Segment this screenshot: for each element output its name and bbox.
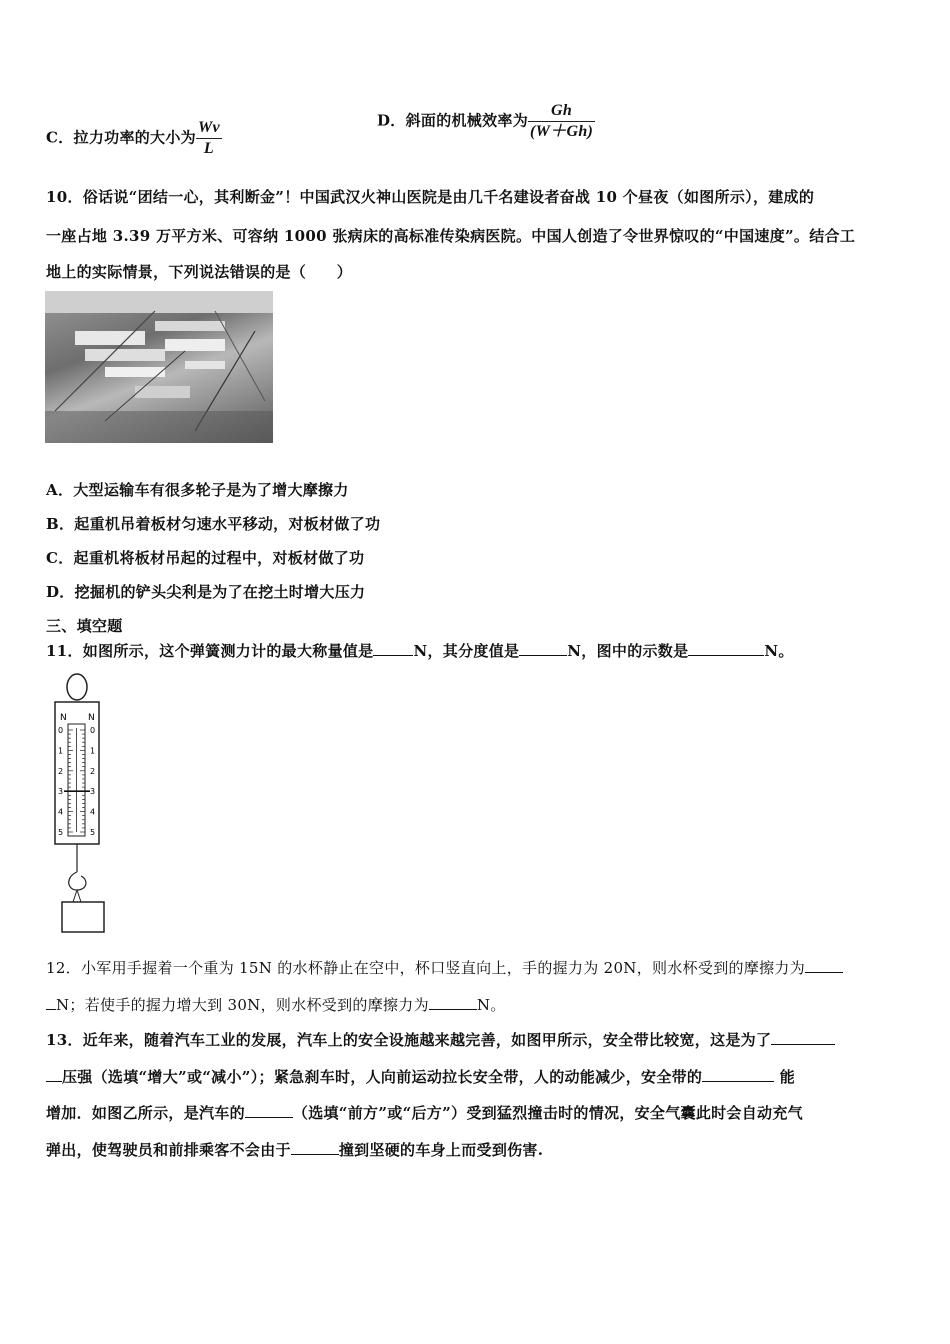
q12-part-1: 12．小军用手握着一个重为 15N 的水杯静止在空中，杯口竖直向上，手的握力为 20N，则水杯受到的摩擦力为 — [46, 959, 806, 977]
spring-scale-diagram — [45, 672, 115, 937]
q11-blank-division[interactable] — [519, 641, 567, 656]
q12-line-2 — [46, 994, 506, 1015]
q9-option-d-label: D．斜面的机械效率为 — [377, 111, 529, 130]
q11-part-2: N，其分度值是 — [413, 642, 520, 660]
scale-number-left-1: 1 — [58, 746, 64, 756]
construction-site-photo — [45, 291, 273, 443]
q10-text-line-2: 一座占地 3.39 万平方米、可容纳 1000 张病床的高标准传染病医院。中国人创造了令世界惊叹的“中国速度”。结合工 — [46, 227, 856, 245]
q13-line-2 — [46, 1066, 795, 1087]
q13-part-3: 能 — [779, 1068, 796, 1086]
q9-option-d-denominator: (W＋Gh) — [530, 123, 594, 140]
q13-blank-2[interactable] — [702, 1067, 774, 1082]
q13-part-2: 压强（选填“增大”或“减小”）；紧急刹车时，人向前运动拉长安全带，人的动能减少，安全带的 — [62, 1068, 703, 1086]
q9-option-d-fraction — [528, 101, 595, 142]
q11-part-1: 11．如图所示，这个弹簧测力计的最大称量值是 — [46, 642, 374, 660]
q10-text-line-3: 地上的实际情景，下列说法错误的是（ ） — [46, 263, 353, 281]
q13-blank-1b[interactable] — [46, 1067, 62, 1082]
q10-option-a: A．大型运输车有很多轮子是为了增大摩擦力 — [46, 481, 349, 499]
q9-option-c — [46, 118, 222, 159]
q10-option-b: B．起重机吊着板材匀速水平移动，对板材做了功 — [46, 515, 381, 533]
q10-option-d: D．挖掘机的铲头尖利是为了在挖土时增大压力 — [46, 583, 366, 601]
scale-number-right-2: 2 — [90, 766, 96, 776]
q13-line-4 — [46, 1139, 543, 1160]
q13-line-1 — [46, 1029, 835, 1050]
hanging-weight — [62, 902, 104, 932]
q13-part-7: 撞到坚硬的车身上而受到伤害. — [338, 1141, 544, 1159]
q11-text — [46, 640, 794, 661]
q11-blank-reading[interactable] — [688, 641, 764, 656]
q13-line-3 — [46, 1102, 803, 1123]
scale-number-left-0: 0 — [58, 726, 64, 735]
q12-part-3: N。 — [476, 996, 506, 1014]
scale-number-right-3: 3 — [90, 787, 96, 797]
q13-part-1: 13．近年来，随着汽车工业的发展，汽车上的安全设施越来越完善，如图甲所示，安全带比较宽，这是为了 — [46, 1031, 772, 1049]
scale-number-right-1: 1 — [90, 746, 96, 756]
q11-blank-max[interactable] — [373, 641, 413, 656]
q13-part-6: 弹出，使驾驶员和前排乘客不会由于 — [46, 1141, 291, 1159]
q12-blank-1a[interactable] — [805, 958, 843, 973]
q10-text-line-1: 10．俗话说“团结一心，其利断金”！中国武汉火神山医院是由几千名建设者奋战 10 个昼夜（如图所示），建成的 — [46, 188, 815, 206]
q13-blank-1a[interactable] — [771, 1030, 835, 1045]
q12-blank-1b[interactable] — [46, 995, 56, 1010]
scale-ring — [67, 674, 87, 700]
scale-number-left-3: 3 — [58, 787, 64, 797]
scale-hook — [69, 872, 86, 890]
q11-part-3: N，图中的示数是 — [567, 642, 689, 660]
q12-line-1 — [46, 957, 843, 978]
q12-part-2: N；若使手的握力增大到 30N，则水杯受到的摩擦力为 — [56, 996, 429, 1014]
q13-blank-4[interactable] — [291, 1140, 339, 1155]
scale-number-right-0: 0 — [90, 726, 96, 735]
scale-unit-right: N — [88, 713, 95, 723]
q13-blank-3[interactable] — [245, 1103, 293, 1118]
section-title-fill-in: 三、填空题 — [46, 617, 123, 635]
scale-number-right-4: 4 — [90, 807, 96, 817]
scale-number-right-5: 5 — [90, 828, 96, 837]
scale-unit-left: N — [60, 713, 67, 723]
scale-number-left-5: 5 — [58, 828, 64, 837]
q10-option-c: C．起重机将板材吊起的过程中，对板材做了功 — [46, 549, 365, 567]
q9-option-c-fraction — [196, 118, 222, 159]
scale-number-left-2: 2 — [58, 766, 64, 776]
scale-number-left-4: 4 — [58, 807, 64, 817]
q9-option-d — [377, 101, 595, 142]
q12-blank-2[interactable] — [429, 995, 477, 1010]
q9-option-c-denominator: L — [196, 138, 222, 159]
scale-hook-string — [73, 890, 81, 902]
q13-part-5: （选填“前方”或“后方”）受到猛烈撞击时的情况，安全气囊此时会自动充气 — [292, 1104, 803, 1122]
q9-option-c-numerator: Wv — [197, 119, 220, 136]
q9-option-c-label: C．拉力功率的大小为 — [46, 128, 196, 147]
q11-part-4: N。 — [764, 642, 794, 660]
q9-option-d-numerator: Gh — [551, 102, 573, 119]
q13-part-4: 增加．如图乙所示，是汽车的 — [46, 1104, 245, 1122]
